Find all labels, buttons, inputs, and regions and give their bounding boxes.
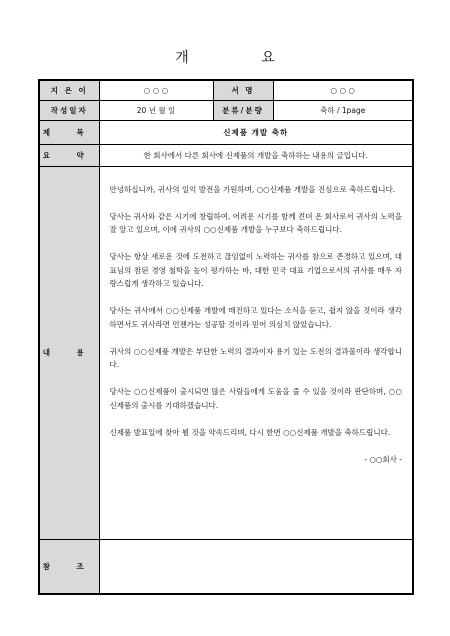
- category-value[interactable]: 축하 / 1page: [273, 100, 413, 120]
- summary-row: [39, 144, 413, 166]
- reference-label: 참 조: [39, 539, 99, 594]
- author-label: 지 은 이: [39, 80, 99, 100]
- content-label: 내 용: [39, 166, 99, 539]
- summary-value[interactable]: 한 회사에서 다른 회사에 신제품의 개발을 축하하는 내용의 글입니다.: [99, 144, 413, 166]
- date-value[interactable]: 20 년 월 일: [99, 100, 213, 120]
- reference-row: [39, 539, 413, 594]
- content-body[interactable]: [99, 166, 413, 539]
- subject-value[interactable]: 신제품 개발 축하: [99, 120, 413, 144]
- signature-value[interactable]: ○ ○ ○: [273, 80, 413, 100]
- date-label: 작성일자: [39, 100, 99, 120]
- content-paragraph: 신제품 발표일에 찾아 뵐 것을 약속드리며, 다시 한번 ○○신제품 개발을 축하드립니다.: [109, 427, 391, 437]
- summary-label: 요 약: [39, 144, 99, 166]
- author-value[interactable]: ○ ○ ○: [99, 80, 213, 100]
- content-paragraph: 당사는 귀사에서 ○○신제품 개발에 매진하고 있다는 소식을 듣고, 쉽지 않을 것이라 생각하면서도 귀사라면 언젠가는 성공할 것이라 믿어 의심치 않았습니다.: [109, 306, 402, 329]
- content-paragraph: 안녕하십니까, 귀사의 일익 발전을 기원하며, ○○신제품 개발을 진심으로 축하드립니다.: [109, 184, 396, 194]
- reference-value[interactable]: [99, 539, 413, 594]
- content-paragraph: 당사는 ○○신제품이 출시되면 많은 사람들에게 도움을 줄 수 있을 것이라 판단하며, ○○신제품의 출시를 기대하겠습니다.: [109, 387, 402, 410]
- content-paragraph: 당사는 귀사와 같은 시기에 창립하여, 어려운 시기를 함께 견뎌 온 회사로서 귀사의 노력을 잘 알고 있으며, 이에 귀사의 ○○신제품 개발을 누구보다 축하드립니다.: [109, 211, 402, 234]
- document-title: 개 요: [175, 50, 309, 66]
- content-paragraph: 귀사의 ○○신제품 개발은 부단한 노력의 결과이자 용기 있는 도전의 결과물이라 생각합니다.: [109, 346, 402, 369]
- document-form: [38, 79, 414, 595]
- date-row: [39, 100, 413, 120]
- content-paragraph: 당사는 항상 새로운 것에 도전하고 끊임없이 노력하는 귀사를 참으로 존경하고 있으며, 대표님의 참된 경영 철학을 높이 평가하는 바, 대한 민국 대표 기업으로서의 귀사를 매우 자랑스럽게 생각하고 있습니다.: [109, 252, 402, 288]
- content-signature: - ○○회사 -: [364, 455, 402, 464]
- signature-label: 서 명: [213, 80, 273, 100]
- subject-row: [39, 120, 413, 144]
- content-row: [39, 166, 413, 539]
- category-label: 분류/분량: [213, 100, 273, 120]
- author-row: [39, 80, 413, 100]
- subject-label: 제 목: [39, 120, 99, 144]
